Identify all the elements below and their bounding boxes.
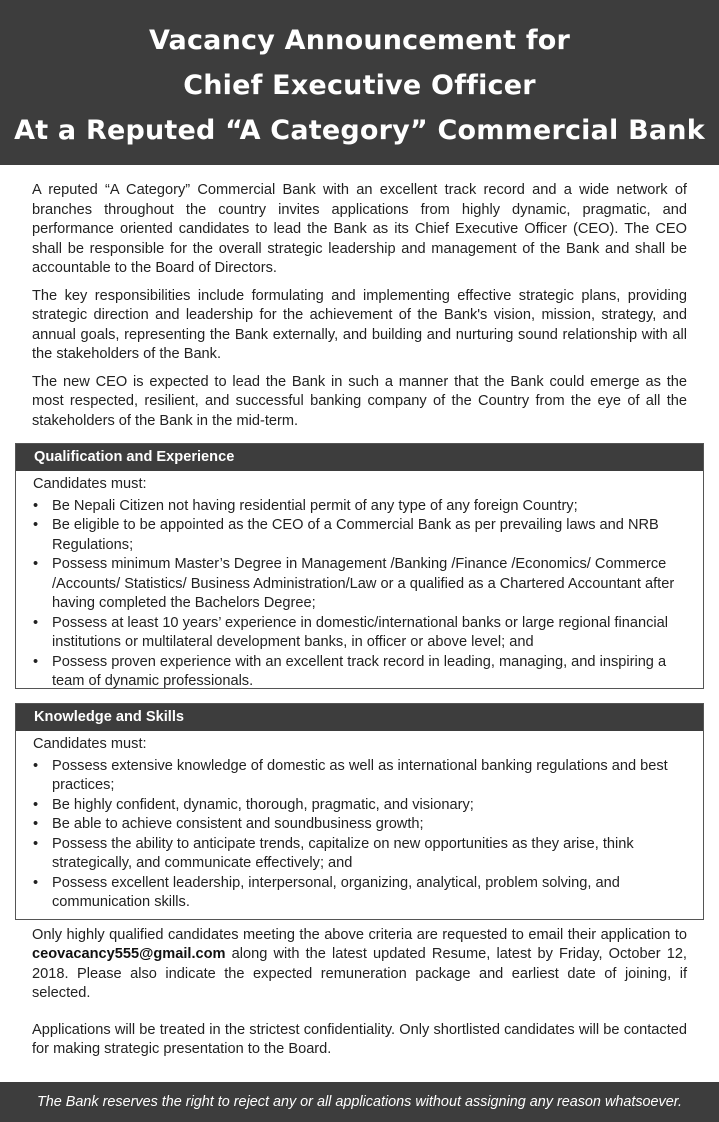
list-item-text: Be highly confident, dynamic, thorough, pragmatic, and visionary;: [52, 796, 474, 813]
bullet-icon: •: [33, 835, 39, 852]
list-item: [33, 555, 686, 614]
confidentiality-note: Applications will be treated in the strictest confidentiality. Only shortlisted candidates will be contacted for making strategic presentation to the Board.: [32, 1021, 687, 1057]
list-item: [33, 757, 686, 796]
list-item: [33, 653, 686, 692]
qualification-body: [16, 471, 703, 698]
list-item-text: Be able to achieve consistent and soundbusiness growth;: [52, 816, 424, 832]
list-item-text: Possess at least 10 years’ experience in domestic/international banks or large regional financial institutions or multilateral development banks, in officer or above level; and: [52, 614, 668, 650]
list-item: [33, 815, 686, 835]
qualification-section: [15, 443, 704, 689]
list-item: [33, 614, 686, 653]
knowledge-lead: Candidates must:: [33, 736, 147, 752]
list-item-text: Possess proven experience with an excellent track record in leading, managing, and inspiring a team of dynamic professionals.: [52, 653, 667, 689]
list-item: [33, 874, 686, 913]
qualification-lead: Candidates must:: [33, 476, 147, 492]
application-text-before: Only highly qualified candidates meeting the above criteria are requested to email their application to: [32, 926, 687, 943]
list-item-text: Possess excellent leadership, interpersonal, organizing, analytical, problem solving, and communication skills.: [52, 874, 620, 910]
knowledge-list: [33, 757, 686, 913]
knowledge-section: [15, 703, 704, 920]
intro-section: [0, 165, 719, 431]
disclaimer-footer: The Bank reserves the right to reject any or all applications without assigning any reason whatsoever.: [0, 1082, 719, 1122]
bullet-icon: •: [33, 874, 39, 891]
announcement-header: [0, 0, 719, 165]
title-line-1: Vacancy Announcement for: [148, 25, 571, 56]
list-item-text: Possess the ability to anticipate trends, capitalize on new opportunities as they arise, think strategically, and communicate effectively; and: [52, 835, 634, 871]
application-email: ceovacancy555@gmail.com: [32, 946, 226, 962]
bullet-icon: •: [33, 796, 39, 813]
list-item-text: Possess minimum Master’s Degree in Management /Banking /Finance /Economics/ Commerce /Accounts/ Statistics/ Business Administration/Law or a qualified as a Chartered Accountant after having completed the Bachelors Degree;: [52, 556, 675, 611]
expectation-paragraph: The new CEO is expected to lead the Bank in such a manner that the Bank could emerge as the most respected, resilient, and successful banking company of the Country from the eye of all the stakeholders of the Bank in the mid-term.: [32, 373, 687, 429]
bullet-icon: •: [33, 497, 39, 514]
bullet-icon: •: [33, 816, 39, 832]
bullet-icon: •: [33, 614, 39, 631]
list-item: [33, 796, 686, 816]
title-line-2: Chief Executive Officer: [183, 70, 536, 101]
list-item-text: Be Nepali Citizen not having residential permit of any type of any foreign Country;: [52, 497, 578, 514]
closing-section: [0, 920, 719, 1060]
qualification-heading: Qualification and Experience: [16, 444, 703, 471]
bullet-icon: •: [33, 556, 39, 572]
list-item: [33, 835, 686, 874]
bullet-icon: •: [33, 757, 39, 774]
qualification-list: [33, 497, 686, 692]
responsibilities-paragraph: The key responsibilities include formulating and implementing effective strategic plans, providing strategic direction and leadership for the achievement of the Bank's vision, mission, strategy, and annual goals, representing the Bank externally, and building and nurturing sound relationship with all the stakeholders of the Bank.: [32, 287, 687, 362]
application-text-after: along with the latest updated Resume, latest by Friday, October 12, 2018. Please also indicate the expected remuneration package and earliest date of joining, if selected.: [32, 946, 687, 1001]
application-instructions: [32, 926, 687, 1004]
list-item-text: Possess extensive knowledge of domestic as well as international banking regulations and best practices;: [52, 757, 668, 793]
list-item: [33, 497, 686, 517]
title-line-3: At a Reputed “A Category” Commercial Bank: [14, 115, 705, 146]
bullet-icon: •: [33, 653, 39, 670]
intro-paragraph: A reputed “A Category” Commercial Bank with an excellent track record and a wide network of branches throughout the country invites applications from highly dynamic, pragmatic, and performance oriented candidates to lead the Bank as its Chief Executive Officer (CEO). The CEO shall be responsible for the overall strategic leadership and management of the Bank and shall be accountable to the Board of Directors.: [32, 182, 687, 276]
knowledge-body: [16, 731, 703, 919]
list-item-text: Be eligible to be appointed as the CEO of a Commercial Bank as per prevailing laws and NRB Regulations;: [52, 517, 659, 553]
bullet-icon: •: [33, 517, 39, 533]
list-item: [33, 516, 686, 555]
knowledge-heading: Knowledge and Skills: [16, 704, 703, 731]
